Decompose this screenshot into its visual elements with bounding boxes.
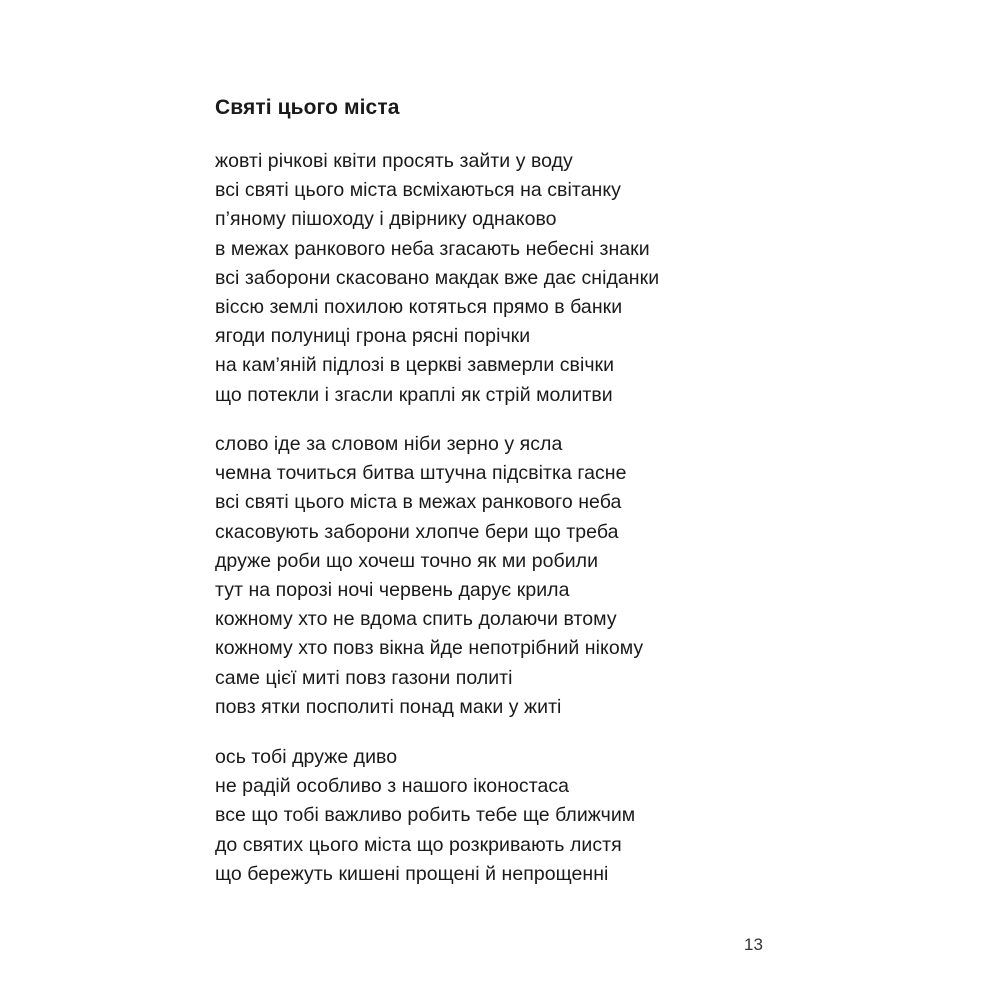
poem-line: що бережуть кишені прощені й непрощенні	[215, 862, 609, 885]
stanza-1	[215, 147, 659, 410]
poem-line: віссю землі похилою котяться прямо в банки	[215, 295, 623, 318]
poem-title: Святі цього міста	[215, 96, 400, 119]
poem-line: п’яному пішоходу і двірнику однаково	[215, 208, 557, 231]
poem-line: на кам’яній підлозі в церкві завмерли свічки	[215, 354, 615, 377]
poem-line: жовті річкові квіти просять зайти у воду	[215, 150, 573, 172]
poem-line: чемна точиться битва штучна підсвітка гасне	[215, 462, 627, 485]
poem-line: скасовують заборони хлопче бери що треба	[215, 520, 619, 543]
poem-line: ягоди полуниці грона рясні порічки	[215, 325, 531, 348]
poem-line: що потекли і згасли краплі як стрій молитви	[215, 383, 613, 406]
stanza-3	[215, 743, 635, 889]
poem-line: саме цієї миті повз газони политі	[215, 666, 513, 689]
poem-line: до святих цього міста що розкривають листя	[215, 833, 622, 856]
page-number: 13	[744, 935, 763, 954]
poem-line: слово іде за словом ніби зерно у ясла	[215, 433, 563, 455]
poem-line: всі святі цього міста всміхаються на світанку	[215, 179, 621, 202]
poem-line: все що тобі важливо робить тебе ще ближчим	[215, 804, 636, 827]
stanza-2	[215, 430, 643, 722]
poem-line: ось тобі друже диво	[215, 746, 398, 768]
poem-line: не радій особливо з нашого іконостаса	[215, 775, 570, 798]
poem-line: всі заборони скасовано макдак вже дає сніданки	[215, 266, 660, 289]
poem-line: кожному хто повз вікна йде непотрібний нікому	[215, 637, 644, 660]
poem-line: в межах ранкового неба згасають небесні знаки	[215, 237, 650, 260]
poem-line: друже роби що хочеш точно як ми робили	[215, 549, 599, 572]
poem-line: кожному хто не вдома спить долаючи втому	[215, 608, 617, 631]
poem-line: повз ятки посполиті понад маки у житі	[215, 695, 562, 718]
poem-line: всі святі цього міста в межах ранкового неба	[215, 491, 622, 514]
poem-line: тут на порозі ночі червень дарує крила	[215, 578, 570, 601]
